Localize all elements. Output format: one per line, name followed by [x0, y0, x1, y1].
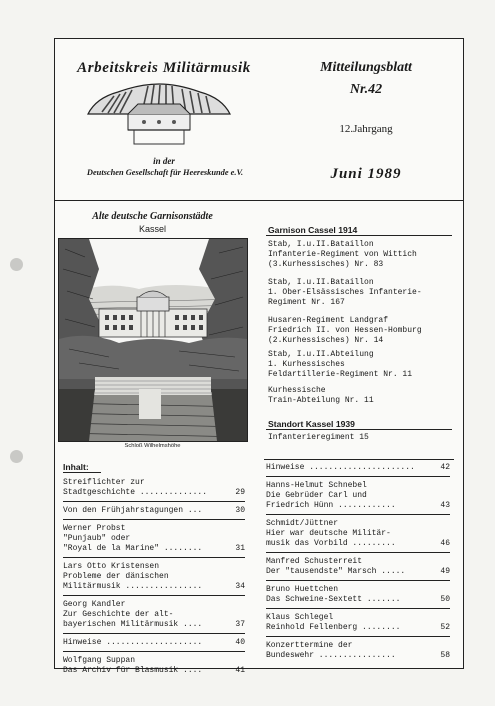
toc-entry-text: "Royal de la Marine" ........	[63, 544, 203, 553]
toc-entry	[266, 557, 450, 577]
toc-divider	[63, 633, 245, 634]
society-title: Arbeitskreis Militärmusik	[77, 60, 251, 76]
unit-line: (2.Kurhessisches) Nr. 14	[268, 336, 384, 345]
toc-entry-text: Hinweise ......................	[266, 463, 415, 472]
toc-page-number: 46	[440, 539, 450, 548]
palace-engraving	[58, 238, 248, 442]
toc-divider	[63, 595, 245, 596]
toc-entry-line: Werner Probst	[63, 524, 126, 533]
header-divider	[54, 200, 464, 201]
toc-page-number: 41	[235, 666, 245, 675]
toc-divider	[266, 552, 450, 553]
newsletter-title: Mitteilungsblatt	[320, 60, 412, 75]
garrison-1939-heading: Standort Kassel 1939	[268, 419, 355, 429]
toc-divider	[266, 580, 450, 581]
toc-page-number: 49	[440, 567, 450, 576]
toc-page-number: 37	[235, 620, 245, 629]
toc-entry	[266, 585, 450, 605]
toc-entry-line: Streiflichter zur	[63, 478, 145, 487]
garrison-unit	[268, 350, 458, 380]
unit-line: Stab, I.u.II.Bataillon	[268, 240, 374, 249]
punch-hole-top	[10, 258, 23, 271]
toc-entry-line: Schmidt/Jüttner	[266, 519, 339, 528]
toc-page-number: 29	[235, 488, 245, 497]
toc-entry-line: Georg Kandler	[63, 600, 126, 609]
garrison-unit	[268, 240, 458, 270]
toc-entry-line: Konzerttermine der	[266, 641, 353, 650]
toc-entry	[63, 638, 245, 648]
toc-entry-line: "Punjaub" oder	[63, 534, 131, 543]
toc-left-column	[63, 478, 245, 676]
palace-engraving-icon	[59, 239, 247, 441]
toc-entry-text: musik das Vorbild .........	[266, 539, 396, 548]
toc-entry	[266, 641, 450, 661]
toc-entry-line	[63, 666, 245, 676]
garrison-1914-rule	[266, 235, 452, 236]
issue-date: Juni 1989	[330, 166, 402, 182]
toc-entry-line	[63, 488, 245, 498]
toc-entry	[266, 463, 450, 473]
toc-entry-line: Klaus Schlegel	[266, 613, 334, 622]
toc-entry-line: Zur Geschichte der alt-	[63, 610, 174, 619]
unit-line: Train-Abteilung Nr. 11	[268, 396, 374, 405]
toc-entry-line: Lars Otto Kristensen	[63, 562, 160, 571]
toc-entry-text: Friedrich Hünn ............	[266, 501, 396, 510]
toc-entry-line	[266, 595, 450, 605]
unit-line: 1. Kurhessisches	[268, 360, 345, 369]
toc-entry-text: Militärmusik ................	[63, 582, 203, 591]
toc-entry-text: Bundeswehr ................	[266, 651, 396, 660]
toc-top-rule-right	[264, 459, 454, 460]
unit-line: Infanterieregiment 15	[268, 433, 369, 442]
society-name: Deutschen Gesellschaft für Heereskunde e.V.	[86, 168, 244, 177]
toc-entry	[63, 506, 245, 516]
toc-entry	[266, 481, 450, 511]
toc-divider	[63, 557, 245, 558]
toc-divider	[63, 519, 245, 520]
helmet-emblem-icon	[82, 80, 236, 152]
toc-divider	[266, 636, 450, 637]
unit-line: Stab, I.u.II.Bataillon	[268, 278, 374, 287]
toc-entry	[63, 562, 245, 592]
unit-line: Stab, I.u.II.Abteilung	[268, 350, 374, 359]
toc-page-number: 42	[440, 463, 450, 472]
unit-line: (3.Kurhessisches) Nr. 83	[268, 260, 384, 269]
unit-line: Regiment Nr. 167	[268, 298, 345, 307]
toc-entry-line	[266, 463, 450, 473]
toc-right-column	[266, 463, 450, 661]
toc-page-number: 50	[440, 595, 450, 604]
toc-entry-line: Probleme der dänischen	[63, 572, 169, 581]
toc-entry	[63, 478, 245, 498]
garrison-1939-rule	[266, 429, 452, 430]
toc-entry-line	[266, 501, 450, 511]
toc-entry-text: Von den Frühjahrstagungen ...	[63, 506, 203, 515]
toc-page-number: 58	[440, 651, 450, 660]
unit-line: Infanterie-Regiment von Wittich	[268, 250, 417, 259]
garrison-unit	[268, 433, 458, 443]
toc-page-number: 31	[235, 544, 245, 553]
toc-divider	[266, 514, 450, 515]
garrison-unit	[268, 278, 458, 308]
unit-line: Husaren-Regiment Landgraf	[268, 316, 389, 325]
toc-entry-line: Die Gebrüder Carl und	[266, 491, 367, 500]
toc-entry-line: Hier war deutsche Militär-	[266, 529, 391, 538]
toc-entry-line	[266, 623, 450, 633]
toc-page-number: 30	[235, 506, 245, 515]
punch-hole-bottom	[10, 450, 23, 463]
toc-entry-line: Manfred Schusterreit	[266, 557, 363, 566]
toc-divider	[63, 501, 245, 502]
toc-entry-text: Stadtgeschichte ..............	[63, 488, 208, 497]
toc-entry-line: Hanns-Helmut Schnebel	[266, 481, 367, 490]
toc-page-number: 34	[235, 582, 245, 591]
society-in-der: in der	[153, 156, 175, 166]
toc-divider	[266, 476, 450, 477]
toc-entry-text: Hinweise ....................	[63, 638, 203, 647]
toc-entry	[63, 656, 245, 676]
image-caption-top: Alte deutsche Garnisonstädte	[92, 211, 213, 222]
toc-entry-line: Wolfgang Suppan	[63, 656, 136, 665]
toc-entry-line	[63, 582, 245, 592]
unit-line: Feldartillerie-Regiment Nr. 11	[268, 370, 413, 379]
toc-entry-line	[266, 567, 450, 577]
unit-line: Friedrich II. von Hessen-Homburg	[268, 326, 422, 335]
toc-page-number: 52	[440, 623, 450, 632]
garrison-unit	[268, 386, 458, 406]
toc-entry-line	[63, 620, 245, 630]
toc-entry-line	[63, 544, 245, 554]
toc-entry	[63, 524, 245, 554]
toc-label: Inhalt:	[63, 462, 89, 472]
toc-entry-line	[266, 651, 450, 661]
image-caption-city: Kassel	[138, 224, 166, 234]
toc-entry	[63, 600, 245, 630]
unit-line: Kurhessische	[268, 386, 326, 395]
toc-entry-text: Das Schweine-Sextett .......	[266, 595, 401, 604]
toc-entry-line	[63, 506, 245, 516]
toc-entry	[266, 519, 450, 549]
toc-entry-line	[63, 638, 245, 648]
toc-entry-text: bayerischen Militärmusik ....	[63, 620, 203, 629]
toc-label-underline	[63, 472, 101, 473]
toc-entry-text: Das Archiv für Blasmusik ....	[63, 666, 203, 675]
toc-entry	[266, 613, 450, 633]
toc-entry-line	[266, 539, 450, 549]
toc-entry-text: Der "tausendste" Marsch .....	[266, 567, 406, 576]
garrison-unit	[268, 316, 458, 346]
garrison-1914-heading: Garnison Cassel 1914	[268, 225, 358, 235]
toc-entry-text: Reinhold Fellenberg ........	[266, 623, 401, 632]
volume-label: 12.Jahrgang	[339, 123, 393, 135]
issue-number: Nr.42	[349, 82, 383, 97]
image-caption-bottom: Schloß Wilhelmshöhe	[124, 443, 181, 449]
toc-divider	[266, 608, 450, 609]
toc-page-number: 40	[235, 638, 245, 647]
toc-entry-line: Bruno Huettchen	[266, 585, 339, 594]
unit-line: 1. Ober-Elsässisches Infanterie-	[268, 288, 422, 297]
toc-divider	[63, 651, 245, 652]
toc-page-number: 43	[440, 501, 450, 510]
